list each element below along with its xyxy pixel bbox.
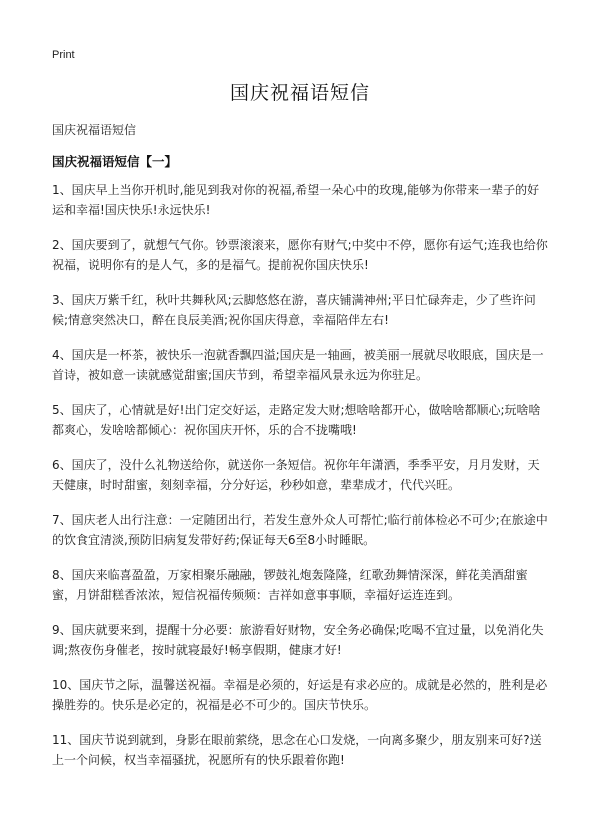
greeting-item-11: 11、国庆节说到就到，身影在眼前萦绕，思念在心口发烧，一向离多聚少，朋友别来可好?送上一个问候，权当幸福骚扰，祝愿所有的快乐跟着你跑!: [52, 733, 542, 767]
greeting-item-6: 6、国庆了，没什么礼物送给你，就送你一条短信。祝你年年潇洒，季季平安，月月发财，天天健康，时时甜蜜，刻刻幸福，分分好运，秒秒如意，辈辈成才，代代兴旺。: [52, 458, 540, 492]
greeting-item-7: 7、国庆老人出行注意：一定随团出行，若发生意外众人可帮忙;临行前体检必不可少;在旅途中的饮食宜清淡,预防旧病复发带好药;保证每天6至8小时睡眠。: [52, 513, 548, 547]
print-link[interactable]: Print: [52, 49, 75, 61]
greeting-list: [52, 180, 550, 785]
greeting-item-4: 4、国庆是一杯茶，被快乐一泡就香飘四溢;国庆是一轴画，被美丽一展就尽收眼底，国庆是一首诗，被如意一读就感觉甜蜜;国庆节到，希望幸福风景永远为你驻足。: [52, 348, 544, 382]
greeting-item-9: 9、国庆就要来到，提醒十分必要：旅游看好财物，安全务必确保;吃喝不宜过量，以免消化失调;熬夜伤身催老，按时就寝最好!畅享假期，健康才好!: [52, 623, 544, 657]
greeting-item-2: 2、国庆要到了，就想气气你。钞票滚滚来，愿你有财气;中奖中不停，愿你有运气;连我也给你祝福，说明你有的是人气，多的是福气。提前祝你国庆快乐!: [52, 238, 548, 272]
document-title: 国庆祝福语短信: [229, 82, 370, 104]
greeting-item-10: 10、国庆节之际，温馨送祝福。幸福是必须的，好运是有求必应的。成就是必然的，胜利是必操胜券的。快乐是必定的，祝福是必不可少的。国庆节快乐。: [52, 678, 548, 712]
greeting-item-3: 3、国庆万紫千红，秋叶共舞秋风;云脚悠悠在游，喜庆铺满神州;平日忙碌奔走，少了些许问候;情意突然决口，醉在良辰美酒;祝你国庆得意，幸福陪伴左右!: [52, 293, 536, 327]
greeting-item-5: 5、国庆了，心情就是好!出门定交好运，走路定发大财;想啥啥都开心，做啥啥都顺心;玩啥啥都爽心，发啥啥都倾心：祝你国庆开怀，乐的合不拢嘴哦!: [52, 403, 541, 437]
section-heading: 国庆祝福语短信【一】: [52, 154, 178, 169]
greeting-item-1: 1、国庆早上当你开机时,能见到我对你的祝福,希望一朵心中的玫瑰,能够为你带来一辈子的好运和幸福!国庆快乐!永远快乐!: [52, 183, 540, 217]
greeting-item-8: 8、国庆来临喜盈盈，万家相聚乐融融，锣鼓礼炮轰隆隆，红歌劲舞情深深，鲜花美酒甜蜜蜜，月饼甜糕香浓浓，短信祝福传频频：吉祥如意事事顺，幸福好运连连到。: [52, 568, 528, 602]
document-subtitle: 国庆祝福语短信: [52, 123, 137, 137]
